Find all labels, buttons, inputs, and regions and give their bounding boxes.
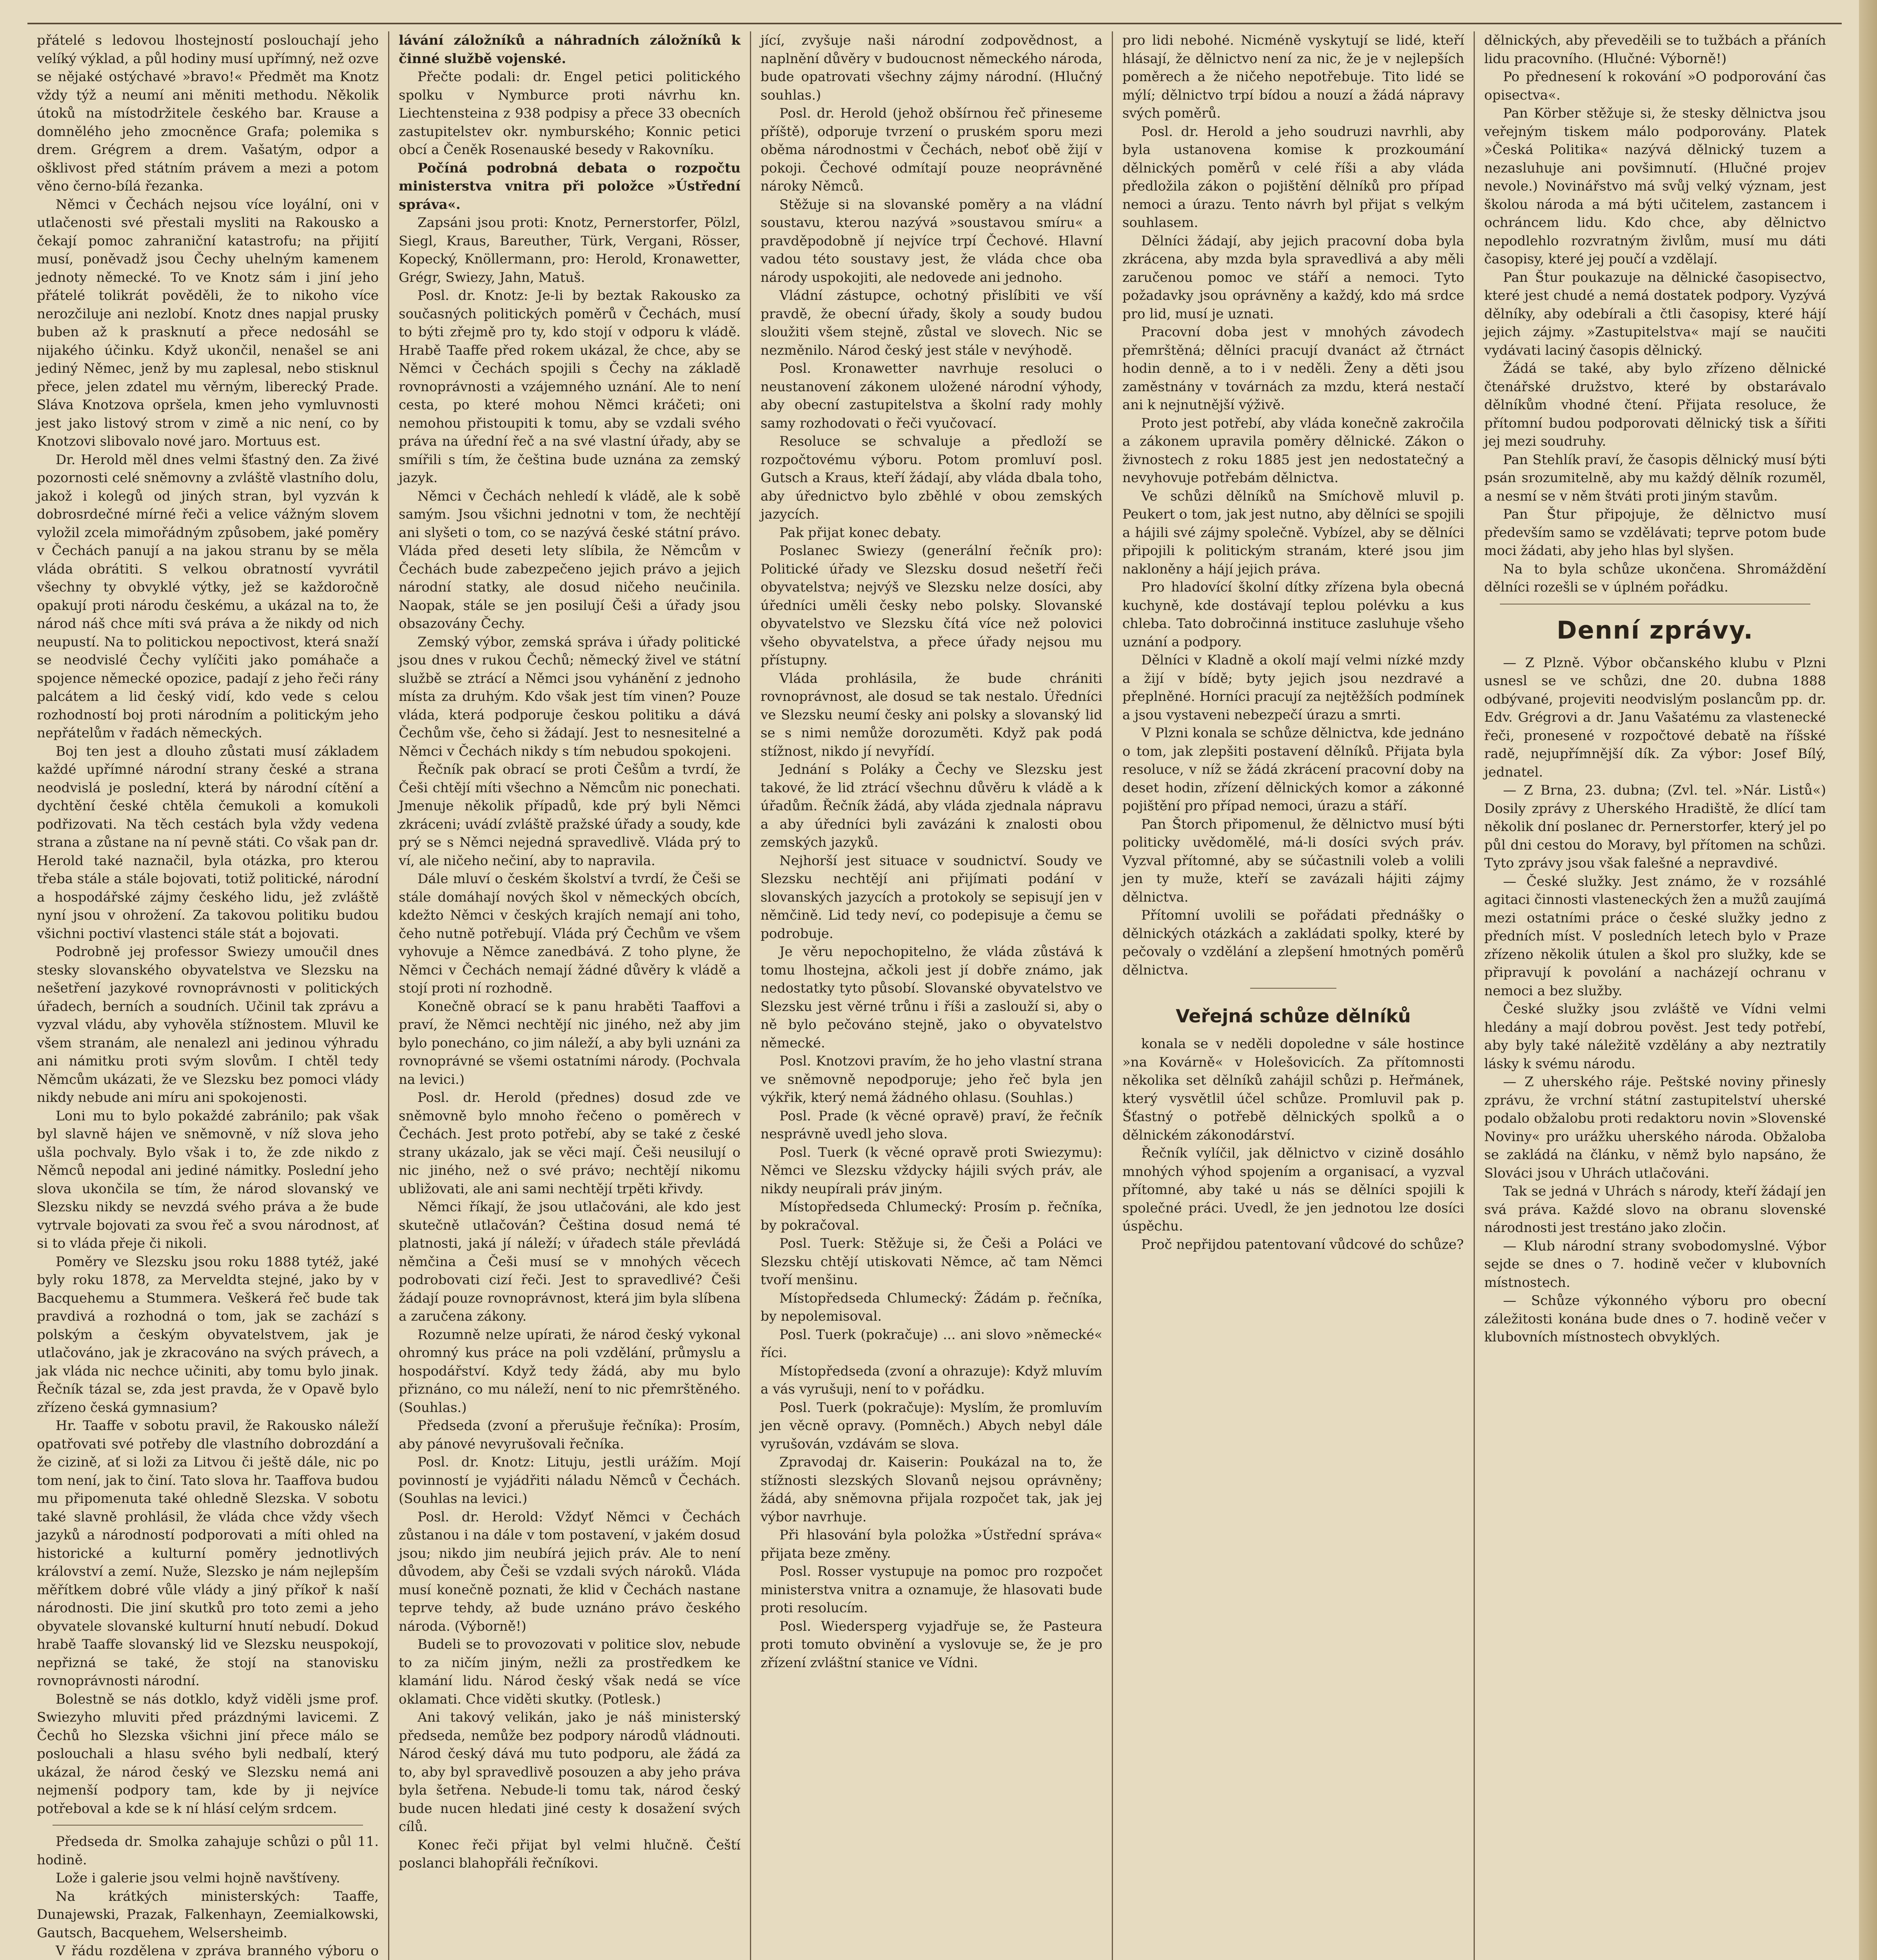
paragraph: Budeli se to provozovati v politice slov, nebude to za ničím jiným, nežli za prostředkem ke klamání lidu. Národ český však nedá se více oklamati. Chce viděti skutky. (Potlesk.) (399, 1637, 741, 1707)
paragraph: Řečník pak obrací se proti Češům a tvrdí, že Češi chtějí míti všechno a Němcům nic ponechati. Jmenuje několik případů, kde prý byli Němci zkráceni; uvádí zvláště pražské úřady a soudy, kde prý se s Němci nejedná spravedlivě. Vláda prý to ví, ale ničeho nečiní, aby to napravila. (399, 762, 741, 869)
paragraph: Dělníci žádají, aby jejich pracovní doba byla zkrácena, aby mzda byla spravedlivá a aby měli zaručenou pomoc ve stáří a nemoci. Tyto požadavky jsou oprávněny a každý, kdo má srdce pro lid, musí je uznati. (1122, 233, 1464, 322)
paragraph: Posl. Tuerk: Stěžuje si, že Češi a Poláci ve Slezsku chtějí utiskovati Němce, ač tam Němci tvoří menšinu. (761, 1236, 1102, 1288)
paragraph: Němci v Čechách nejsou více loyální, oni v utlačenosti své přestali mysliti na Rakousko a čekají pomoc zahraniční katastrofu; na přijití musí, poněvadž jsou Čechy uhelným kamenem jednoty německé. To ve Knotz sám i jiní jeho přátelé tolikrát pověděli, že to nikoho více nerozčiluje ani nezlobí. Knotz dnes napjal prusky buben až k prasknutí a přece nedosáhl se nijakého účinku. Když ukončil, nenašel se ani jediný Němec, jenž by mu zaplesal, nebo stisknul přece, jelen zdatel mu věrným, liberecký Prade. Sláva Knotzova opršela, kmen jeho vymluvnosti jest jako listový strom v zimě a nic není, co by Knotzovi slibovalo nové jaro. Mortuus est. (37, 196, 379, 449)
paragraph: Po přednesení k rokování »O podporování čas opisectva«. (1484, 69, 1826, 103)
divider (1250, 988, 1336, 989)
paragraph: Stěžuje si na slovanské poměry a na vládní soustavu, kterou nazývá »soustavou smíru« a pravděpodobně jí nejvíce trpí Čechové. Hlavní vadou této soustavy jest, že vláda chce oba národy uspokojiti, ale nedovede ani jednoho. (761, 196, 1102, 285)
paragraph: jící, zvyšuje naši národní zodpovědnost, a naplnění důvěry v budoucnost německého národa, bude opatrovati všechny zájmy národní. (Hlučný souhlas.) (761, 33, 1102, 103)
paragraph: Posl. Wiedersperg vyjadřuje se, že Pasteura proti tomuto obvinění a vyslovuje se, že je pro zřízení zvláštní stanice ve Vídni. (761, 1618, 1102, 1671)
column-3 (751, 31, 1113, 1960)
paragraph: Posl. dr. Herold (jehož obšírnou řeč přineseme příště), odporuje tvrzení o pruském sporu mezi oběma národnostmi v Čechách, neboť obě žijí v pokoji. Čechové odmítají pouze neoprávněné nároky Němců. (761, 105, 1102, 194)
paragraph: Pan Štur poukazuje na dělnické časopisectvo, které jest chudé a nemá dostatek podpory. Vyzývá dělníky, aby odebírali a čtli časopisy, které hájí jejich zájmy. »Zastupitelstva« mají se naučiti vydávati laciný časopis dělnický. (1484, 269, 1826, 358)
paragraph: Němci v Čechách nehledí k vládě, ale k sobě samým. Jsou všichni jednotni v tom, že nechtějí ani slyšeti o tom, co se nazývá české státní právo. Vláda před deseti lety slíbila, že Němcům v Čechách bude zabezpečeno jejich právo a jejich národní statky, ale dosud ničeho neučinila. Naopak, stále se jen posilují Češi a úřady jsou obsazovány Čechy. (399, 488, 741, 632)
paragraph: konala se v neděli dopoledne v sále hostince »na Kovárně« v Holešovicích. Za přítomnosti několika set dělníků zahájil schůzi p. Heřmánek, který vysvětlil účel schůze. Promluvil pak p. Šťastný o potřebě dělnických spolků a o dělnickém zákonodárství. (1122, 1036, 1464, 1143)
paragraph: — Klub národní strany svobodomyslné. Výbor sejde se dnes o 7. hodině večer v klubovních místnostech. (1484, 1238, 1826, 1290)
paragraph: přátelé s ledovou lhostejností poslouchají jeho velíký výklad, a půl hodiny musí upřímný, než ozve se nějaké ostýchavé »bravo!« Předmět ma Knotz vždy týž a neumí ani měniti methodu. Několik útoků na místodržitele českého bar. Krause a domnělého jeho zmocněnce Grafa; polemika s drem. Grégrem a drem. Vašatým, odpor a ošklivost před státním právem a mezi a potom věno černo-bílá řezanka. (37, 33, 379, 194)
column-4 (1113, 31, 1475, 1960)
paragraph: Místopředseda (zvoní a ohrazuje): Když mluvím a vás vyrušuji, není to v pořádku. (761, 1363, 1102, 1397)
paragraph: Dále mluví o českém školství a tvrdí, že Češi se stále domáhají nových škol v německých obcích, kdežto Němci v českých krajích nemají ani toho, čeho nutně potřebují. Vláda prý Čechům ve všem vyhovuje a Němce zanedbává. Z toho plyne, že Němci v Čechách nemají žádné důvěry k vládě a stojí proti ní rozhodně. (399, 871, 741, 996)
paragraph: Rozumně nelze upírati, že národ český vykonal ohromný kus práce na poli vzdělání, průmyslu a hospodářství. Když tedy žádá, aby mu bylo přiznáno, co mu náleží, není to nic přemrštěného. (Souhlas.) (399, 1327, 741, 1416)
paragraph: Posl. dr. Herold: Vždyť Němci v Čechách zůstanou i na dále v tom postavení, v jakém dosud jsou; nikdo jim neubírá jejich práv. Ale to není důvodem, aby Češi se vzdali svých nároků. Vláda musí konečně poznati, že klid v Čechách nastane teprve tehdy, až bude uznáno právo českého národa. (Výborně!) (399, 1509, 741, 1634)
paragraph: Pan Stehlík praví, že časopis dělnický musí býti psán srozumitelně, aby mu každý dělník rozuměl, a nesmí se v něm štváti proti jiným stavům. (1484, 452, 1826, 504)
paragraph: Vládní zástupce, ochotný přislíbiti ve vší pravdě, že obecní úřady, školy a soudy budou sloužiti všem stejně, zůstal ve slovech. Nic se nezměnilo. Národ český jest stále v nevýhodě. (761, 288, 1102, 358)
page-edge (1859, 0, 1877, 1960)
paragraph: V Plzni konala se schůze dělnictva, kde jednáno o tom, jak zlepšiti postavení dělníků. Přijata byla resoluce, v níž se žádá zkrácení pracovní doby na deset hodin, zřízení dělnických komor a zákonné pojištění pro případ nemoci, úrazu a stáří. (1122, 725, 1464, 814)
paragraph: Posl. Kronawetter navrhuje resoluci o neustanovení zákonem uložené národní výhody, aby obecní zastupitelstva a školní rady mohly samy rozhodovati o řeči vyučovací. (761, 361, 1102, 431)
paragraph: Předseda dr. Smolka zahajuje schůzi o půl 11. hodině. (37, 1834, 379, 1868)
paragraph: pro lidi nebohé. Nicméně vyskytují se lidé, kteří hlásají, že dělnictvo není za nic, že je v nejlepších poměrech a že ničeho nepotřebuje. Tito lidé se mýlí; dělnictvo trpí bídou a nouzí a žádá nápravy svých poměrů. (1122, 33, 1464, 121)
paragraph: Posl. Tuerk (pokračuje): Myslím, že promluvím jen věcně opravy. (Pomněch.) Abych nebyl dále vyrušován, vzdávám se slova. (761, 1399, 1102, 1452)
paragraph: Dr. Herold měl dnes velmi šťastný den. Za živé pozornosti celé sněmovny a zvláště vlastního dolu, jakož i kolegů od jiných stran, byl vyzván k dobrosrdečné mírné řeči a velice vážným slovem vyložil zcela mimořádným způsobem, jaké poměry v Čechách panují a na jakou stranu by se měla vláda obrátiti. S velkou obratností vyvrátil všechny ty obvyklé výtky, jež se každoročně opakují proti národu českému, a ukázal na to, že národ náš chce míti svá práva a že nikdy od nich neupustí. Na to politickou nepoctivost, která snaží se neodvislé Čechy vylíčiti jako pomáhače a spojence německé opozice, padají z jeho řeči rány palcátem a lid český vidí, kdo vede s celou rozhodností boj proti národním a politickým jeho nepřátelům v řadách německých. (37, 452, 379, 741)
paragraph: Pracovní doba jest v mnohých závodech přemrštěná; dělníci pracují dvanáct až čtrnáct hodin denně, a to i v neděli. Ženy a děti jsou zaměstnány v továrnách za mzdu, která nestačí ani k nejnutnější výživě. (1122, 324, 1464, 413)
paragraph: Zpravodaj dr. Kaiserin: Poukázal na to, že stížnosti slezských Slovanů nejsou oprávněny; žádá, aby sněmovna přijala rozpočet tak, jak jej výbor navrhuje. (761, 1454, 1102, 1525)
paragraph: Podrobně jej professor Swiezy umoučil dnes stesky slovanského obyvatelstva ve Slezsku na nešetření jazykové rovnoprávnosti v politických úřadech, berních a soudních. Učinil tak zprávu a vyzval vládu, aby vyhověla stížnostem. Mluvil ke všem stranám, ale nenalezl ani jedinou výhradu ani námitku proti svým slovům. I chtěl tedy Němcům ukázati, že ve Slezsku bez pomoci vlády nikdy nebude ani míru ani spokojenosti. (37, 944, 379, 1105)
paragraph: Proč nepřijdou patentovaní vůdcové do schůze? (1141, 1236, 1464, 1252)
paragraph: Posl. Tuerk (k věcné opravě proti Swiezymu): Němci ve Slezsku vždycky hájili svých práv, ale nikdy neupírali práv jiným. (761, 1144, 1102, 1197)
column-1 (27, 31, 389, 1960)
paragraph: Dělníci v Kladně a okolí mají velmi nízké mzdy a žijí v bídě; byty jejich jsou nezdravé a přeplněné. Horníci pracují za nejtěžších podmínek a jsou vystaveni nebezpečí úrazu a smrti. (1122, 652, 1464, 723)
paragraph: Přečte podali: dr. Engel petici politického spolku v Nymburce proti návrhu kn. Liechtensteina z 938 podpisy a přece 33 obecních zastupitelstev okr. nymburského; Konnic petici obcí a Čeněk Rosenauské besedy v Rakovníku. (399, 69, 741, 158)
paragraph: lávání záložníků a náhradních záložníků k činné službě vojenské. (399, 33, 741, 67)
paragraph: Ve schůzi dělníků na Smíchově mluvil p. Peukert o tom, jak jest nutno, aby dělníci se spojili a hájili své zájmy společně. Vybízel, aby se dělníci připojili k politickým stranám, které jsou jim nakloněny a hájí jejich práva. (1122, 488, 1464, 577)
section-heading-verejna-schuze: Veřejná schůze dělníků (1176, 1005, 1411, 1027)
paragraph: dělnických, aby převeděili se to tužbách a přáních lidu pracovního. (Hlučné: Výborně!) (1484, 33, 1826, 67)
paragraph: Vláda prohlásila, že bude chrániti rovnoprávnost, ale dosud se tak nestalo. Úředníci ve Slezsku neumí česky ani polsky a slovanský lid se s nimi nemůže dorozuměti. Když pak podá stížnost, nikdo jí nevyřídí. (761, 670, 1102, 759)
paragraph: Řečník vylíčil, jak dělnictvo v cizině dosáhlo mnohých výhod spojením a organisací, a vyzval přítomné, aby také u nás se dělníci spojili k společné práci. Uvedl, že jen jednotou lze dosíci úspěchu. (1122, 1145, 1464, 1234)
paragraph: Pan Körber stěžuje si, že stesky dělnictva jsou veřejným tiskem málo podporovány. Platek »Česká Politika« nazývá dělnický tuzem a nezasluhuje ani povšimnutí. (Hlučné projev nevole.) Novinářstvo má svůj velký význam, jest školou národa a má býti učitelem, zastancem i ochráncem lidu. Kdo chce, aby dělnictvo nepodlehlo rozvratným živlům, musí mu dáti časopisy, které jej poučí a vzdělají. (1484, 105, 1826, 267)
paragraph: Proto jest potřebí, aby vláda konečně zakročila a zákonem upravila poměry dělnické. Zákon o živnostech z roku 1885 jest jen nedostatečný a nevyhovuje potřebám dělnictva. (1122, 415, 1464, 486)
paragraph: Němci říkají, že jsou utlačováni, ale kdo jest skutečně utlačován? Čeština dosud nemá té platnosti, jaká jí náleží; v úřadech stále převládá němčina a Češi musí se v mnohých věcech podrobovati cizí řeči. Jest to spravedlivé? Češi žádají pouze rovnoprávnost, která jim byla slíbena a zaručena zákony. (399, 1199, 741, 1324)
paragraph: — Z Brna, 23. dubna; (Zvl. tel. »Nár. Listů«) Dosily zprávy z Uherského Hradiště, že dlící tam několik dní poslanec dr. Pernerstorfer, který jel po půl dni cestou do Moravy, byl přítomen na schůzi. Tyto zprávy jsou však falešné a nepravdivé. (1484, 782, 1826, 871)
text-columns (27, 31, 1835, 1960)
paragraph: Posl. dr. Knotz: Lituju, jestli urážím. Mojí povinností je vyjádřiti náladu Němců v Čechách. (Souhlas na levici.) (399, 1454, 741, 1506)
paragraph: Žádá se také, aby bylo zřízeno dělnické čtenářské družstvo, které by obstarávalo dělníkům vhodné čtení. Přijata resoluce, že přítomní budou podporovati dělnický tisk a šířiti jej mezi soudruhy. (1484, 361, 1826, 449)
paragraph: Posl. dr. Knotz: Je-li by beztak Rakousko za současných politických poměrů v Čechách, musí to býti zřejmě pro ty, kdo stojí v odporu k vládě. Hrabě Taaffe před rokem ukázal, že chce, aby se Němci v Čechách spojili s Čechy na základě rovnoprávnosti a vzájemného uznání. Ale to není cesta, po které mohou Němci kráčeti; oni nemohou přistoupiti k tomu, aby se vzdali svého práva na úřední řeč a na své vlastní úřady, aby se smířili s tím, že čeština bude uznána za zemský jazyk. (399, 288, 741, 486)
paragraph: Na to byla schůze ukončena. Shromáždění dělníci rozešli se v úplném pořádku. (1484, 561, 1826, 595)
paragraph: Posl. Rosser vystupuje na pomoc pro rozpočet ministerstva vnitra a oznamuje, že hlasovati bude proti resolucím. (761, 1564, 1102, 1616)
divider (53, 1825, 363, 1826)
paragraph: Poměry ve Slezsku jsou roku 1888 tytéž, jaké byly roku 1878, za Merveldta stejné, jako by v Bacquehemu a Stummera. Veškerá řeč bude tak pravdivá a rozhodná o tom, jak se zachází s polským a českým obyvatelstvem, jak je utlačováno, jak je zkracováno na svých právech, a jak vláda nic nechce učiniti, aby tomu bylo jinak. Řečník tázal se, zda jest pravda, že v Opavě bylo zřízeno česká gymnasium? (37, 1254, 379, 1416)
paragraph: Posl. Prade (k věcné opravě) praví, že řečník nesprávně uvedl jeho slova. (761, 1108, 1102, 1142)
paragraph: Nejhorší jest situace v soudnictví. Soudy ve Slezsku nechtějí ani přijímati podání v slovanských jazycích a protokoly se sepisují jen v němčině. Lid tedy neví, co podepisuje a čemu se podrobuje. (761, 853, 1102, 942)
paragraph: Jednání s Poláky a Čechy ve Slezsku jest takové, že lid ztrácí všechnu důvěru k vládě a k úřadům. Řečník žádá, aby vláda zjednala nápravu a aby úředníci byli zavázáni k znalosti obou zemských jazyků. (761, 762, 1102, 850)
paragraph: V řádu rozdělena v zpráva branného výboru o (56, 1943, 379, 1959)
paragraph: Pro hladovící školní dítky zřízena byla obecná kuchyně, kde dostávají teplou polévku a kus chleba. Tato dobročinná instituce zasluhuje všeho uznání a podpory. (1122, 579, 1464, 650)
paragraph: Hr. Taaffe v sobotu pravil, že Rakousko náleží opatřovati své potřeby dle vlastního dobrozdání a že cizině, ať si loži za Litvou či ještě dále, nic po tom není, jak to činí. Tato slova hr. Taaffova budou mu připomenuta také ohledně Slezska. V sobotu také slavně prohlásil, že vláda chce vždy všech jazyků a národností podporovati a míti ohled na historické a kulturní poměry jednotlivých království a zemí. Nuže, Slezsko je nám nejlepším měřítkem dobré vůle vlády a jiný příkoř k naší národnosti. Die jiní skutků pro toto zemi a jeho obyvatele slovanské kulturní hnutí nebudí. Dokud hrabě Taaffe slovanský lid ve Slezsku neuspokojí, nepřizná se také, že stojí na stanovisku rovnoprávnosti národní. (37, 1418, 379, 1689)
paragraph: Je věru nepochopitelno, že vláda zůstává k tomu lhostejna, ačkoli jest jí dobře známo, jak nedostatky tyto působí. Slovanské obyvatelstvo ve Slezsku jest věrné trůnu i říši a zaslouží si, aby o ně bylo pečováno stejně, jako o obyvatelstvo německé. (761, 944, 1102, 1051)
paragraph: Konec řeči přijat byl velmi hlučně. Čeští poslanci blahopřáli řečníkovi. (399, 1837, 741, 1871)
section-heading-denni-zpravy: Denní zprávy. (1556, 615, 1754, 644)
paragraph: Zapsáni jsou proti: Knotz, Pernerstorfer, Pölzl, Siegl, Kraus, Bareuther, Türk, Vergani, Rösser, Kopecký, Knöllermann, pro: Herold, Kronawetter, Grégr, Swiezy, Jahn, Matuš. (399, 215, 741, 285)
paragraph: Posl. dr. Herold (přednes) dosud zde ve sněmovně bylo mnoho řečeno o poměrech v Čechách. Jest proto potřebí, aby se také z české strany ukázalo, jak se věci mají. Češi neusilují o nic jiného, než o své právo; nechtějí nikomu ubližovati, ale ani sami nechtějí trpěti křivdy. (399, 1090, 741, 1197)
column-2 (389, 31, 751, 1960)
paragraph: Posl. dr. Herold a jeho soudruzi navrhli, aby byla ustanovena komise k prozkoumání dělnických poměrů v celé říši a aby vláda předložila zákon o pojištění dělníků pro případ nemoci a úrazu. Tento návrh byl přijat s velkým souhlasem. (1122, 123, 1464, 230)
paragraph: Pan Štur připojuje, že dělnictvo musí především samo se vzdělávati; teprve potom bude moci žádati, aby jeho hlas byl slyšen. (1484, 506, 1826, 559)
paragraph: — Z Plzně. Výbor občanského klubu v Plzni usnesl se ve schůzi, dne 20. dubna 1888 odbývané, projeviti neodvislým poslancům pp. dr. Edv. Grégrovi a dr. Janu Vašatému za vlastenecké řeči, pronesené v rozpočtové debatě na říšské radě, nejupřímnější dík. Za výbor: Josef Bílý, jednatel. (1484, 655, 1826, 780)
paragraph: Při hlasování byla položka »Ústřední správa« přijata beze změny. (761, 1527, 1102, 1561)
paragraph: Boj ten jest a dlouho zůstati musí základem každé upřímné národní strany české a strana neodvislá je poslední, která by národní cítění a dychtění české chtěla čemukoli a komukoli podřizovati. Na těch cestách byla vždy vedena strana a zůstane na ní pevně státi. Co však pan dr. Herold také naznačil, byla otázka, pro kterou třeba stále a stále bojovati, totiž politické, národní a hospodářské zájmy českého lidu, jež zvláště nyní jsou v ohrožení. Za takovou politiku budou všichni poctiví vlastenci stále stát a bojovati. (37, 743, 379, 942)
paragraph: Předseda (zvoní a přerušuje řečníka): Prosím, aby pánové nevyrušovali řečníka. (399, 1418, 741, 1452)
paragraph: Pak přijat konec debaty. (779, 524, 942, 541)
paragraph: Počíná podrobná debata o rozpočtu ministerstva vnitra při položce »Ústřední správa«. (399, 160, 741, 212)
paragraph: České služky jsou zvláště ve Vídni velmi hledány a mají dobrou pověst. Jest tedy potřebí, aby byly také náležitě vzdělány a aby neztratily lásky k svému národu. (1484, 1001, 1826, 1072)
column-5 (1475, 31, 1835, 1960)
paragraph: Loni mu to bylo pokaždé zabránilo; pak však byl slavně hájen ve sněmovně, v níž slova jeho ušla pochvaly. Bylo však i to, že zde nikdo z Němců nepodal ani jediné námitky. Poslední jeho slova ukončila se tím, že národ slovanský ve Slezsku nikdy se nevzdá svého práva a že bude vytrvale bojovati za svou řeč a svou národnost, ať si to vláda přeje či nikoli. (37, 1108, 379, 1251)
paragraph: Posl. Knotzovi pravím, že ho jeho vlastní strana ve sněmovně nepodporuje; jeho řeč byla jen výkřik, který nemá žádného ohlasu. (Souhlas.) (761, 1053, 1102, 1105)
paragraph: Na krátkých ministerských: Taaffe, Dunajewski, Prazak, Falkenhayn, Zeemialkowski, Gautsch, Bacquehem, Welsersheimb. (37, 1888, 379, 1941)
top-rule (27, 23, 1842, 24)
paragraph: Ani takový velikán, jako je náš ministerský předseda, nemůže bez podpory národů vládnouti. Národ český dává mu tuto podporu, ale žádá za to, aby byl spravedlivě posouzen a aby jeho práva byla šetřena. Nebude-li tomu tak, národ český bude nucen hledati jiné cesty k dosažení svých cílů. (399, 1710, 741, 1835)
paragraph: Přítomní uvolili se pořádati přednášky o dělnických otázkách a zakládati spolky, které by pečovaly o vzdělání a zlepšení hmotných poměrů dělnictva. (1122, 907, 1464, 978)
paragraph: Bolestně se nás dotklo, když viděli jsme prof. Swiezyho mluviti před prázdnými lavicemi. Z Čechů ho Slezska všichni jiní přece málo se poslouchali a hlasu svého byli nedbalí, který ukázal, že národ český ve Slezsku nemá ani nejmenší podpory tam, kde by ji nejvíce potřeboval a kde se k ní hlásí celým srdcem. (37, 1691, 379, 1817)
paragraph: Tak se jedná v Uhrách s národy, kteří žádají jen svá práva. Každé slovo na obranu slovenské národnosti jest trestáno jako zločin. (1484, 1183, 1826, 1236)
paragraph: Konečně obrací se k panu hraběti Taaffovi a praví, že Němci nechtějí nic jiného, než aby jim bylo ponecháno, co jim náleží, a aby byli uznáni za rovnoprávné se všemi ostatními národy. (Pochvala na levici.) (399, 998, 741, 1087)
paragraph: Místopředseda Chlumecký: Prosím p. řečníka, by pokračoval. (761, 1199, 1102, 1233)
paragraph: — Schůze výkonného výboru pro obecní záležitosti konána bude dnes o 7. hodině večer v klubovních místnostech obvyklých. (1484, 1293, 1826, 1345)
paragraph: — České služky. Jest známo, že v rozsáhlé agitaci činnosti vlasteneckých žen a mužů zaujímá mezi ostatními práce o české služky jedno z předních míst. V posledních letech bylo v Praze zřízeno několik útulen a škol pro služky, kde se připravují k povolání a nacházejí ochranu v nemoci a bez služby. (1484, 873, 1826, 999)
paragraph: Resoluce se schvaluje a předloží se rozpočtovému výboru. Potom promluví posl. Gutsch a Kraus, kteří žádají, aby vláda dbala toho, aby úřednictvo bylo zběhlé v obou zemských jazycích. (761, 434, 1102, 522)
paragraph: Zemský výbor, zemská správa i úřady politické jsou dnes v rukou Čechů; německý živel ve státní službě se ztrácí a Němci jsou vyhánění z jednoho místa za druhým. Kdo však jest tím vinen? Pouze vláda, která podporuje českou politiku a dává Čechům vše, čeho si žádají. Jest to nesnesitelné a Němci v Čechách nikdy s tím nebudou spokojeni. (399, 634, 741, 759)
paragraph: — Z uherského ráje. Peštské noviny přinesly zprávu, že vrchní státní zastupitelství uherské podalo obžalobu proti redaktoru novin »Slovenské Noviny« pro urážku uherského národa. Obžaloba se zakládá na článku, v němž bylo napsáno, že Slováci jsou v Uhrách utlačováni. (1484, 1074, 1826, 1181)
paragraph: Poslanec Swiezy (generální řečník pro): Politické úřady ve Slezsku dosud nešetří řeči obyvatelstva; nejvýš ve Slezsku nelze dosíci, aby úředníci uměli česky nebo polsky. Slovanské obyvatelstvo ve Slezsku čítá více než polovici všeho obyvatelstva, a přece úřady nejsou mu přístupny. (761, 543, 1102, 668)
paragraph: Pan Štorch připomenul, že dělnictvo musí býti politicky uvědomělé, má-li dosíci svých práv. Vyzval přítomné, aby se súčastnili voleb a volili jen ty muže, kteří se zavázali hájiti zájmy dělnictva. (1122, 816, 1464, 905)
paragraph: Místopředseda Chlumecký: Žádám p. řečníka, by nepolemisoval. (761, 1290, 1102, 1324)
paragraph: Lože i galerie jsou velmi hojně navštíveny. (56, 1870, 340, 1886)
paragraph: Posl. Tuerk (pokračuje) ... ani slovo »německé« říci. (761, 1327, 1102, 1361)
